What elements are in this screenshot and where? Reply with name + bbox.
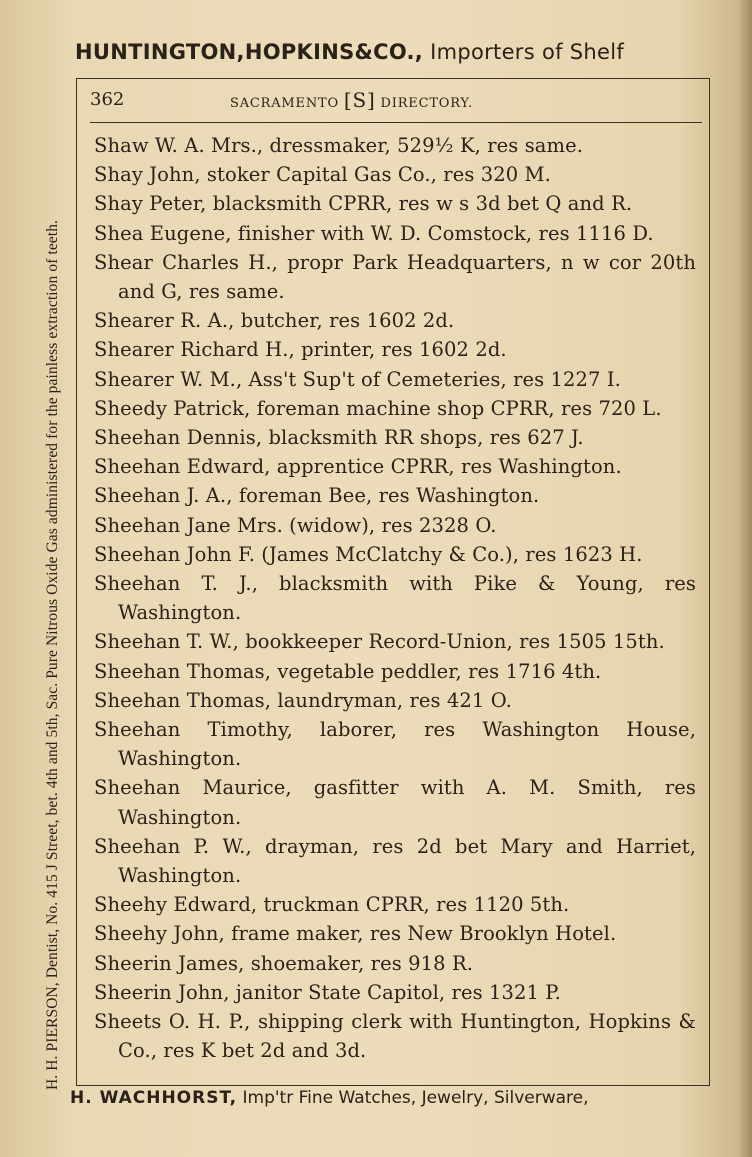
section-bracket-close: ] [366,88,376,112]
side-advertisement: H. H. PIERSON, Dentist, No. 415 J Street, bet. 4th and 5th, Sac. Pure Nitrous Oxide Gas administered for the painless extraction of teeth. [44,219,61,1090]
running-header [90,86,702,118]
banner-tagline: Importers of Shelf [430,40,625,64]
running-title [230,88,473,112]
directory-entries [94,131,696,1066]
footer-name: H. WACHHORST, [70,1088,238,1108]
banner-firm-name: HUNTINGTON,HOPKINS&CO., [75,40,424,64]
directory-entry: Sheehan Edward, apprentice CPRR, res Washington. [94,455,622,479]
page-number: 362 [90,89,125,110]
directory-entry: Shear Charles H., propr Park Headquarters, n w cor 20th and G, res same. [94,250,696,304]
directory-entry: Sheehy John, frame maker, res New Brooklyn Hotel. [94,922,617,946]
directory-entry: Sheehan J. A., foreman Bee, res Washington. [94,484,540,508]
directory-entry: Shearer W. M., Ass't Sup't of Cemeteries, res 1227 I. [94,367,621,391]
directory-entry: Shearer Richard H., printer, res 1602 2d. [94,338,507,362]
directory-entry: Shearer R. A., butcher, res 1602 2d. [94,309,455,333]
directory-entry: Sheehan John F. (James McClatchy & Co.), res 1623 H. [94,542,643,566]
section-letter: S [352,88,367,112]
directory-entry: Sheehan P. W., drayman, res 2d bet Mary and Harriet, Washington. [94,834,696,888]
directory-entry: Sheedy Patrick, foreman machine shop CPRR, res 720 L. [94,396,662,420]
directory-entry: Sheehan Jane Mrs. (widow), res 2328 O. [94,513,497,537]
directory-entry: Sheerin James, shoemaker, res 918 R. [94,951,474,975]
running-title-right: DIRECTORY. [380,96,474,111]
directory-entry: Shay John, stoker Capital Gas Co., res 320 M. [94,163,551,187]
directory-entry: Sheehan T. J., blacksmith with Pike & Young, res Washington. [94,572,696,625]
footer-tagline: Imp'tr Fine Watches, Jewelry, Silverware, [242,1088,589,1108]
directory-entry: Sheehy Edward, truckman CPRR, res 1120 5th. [94,893,570,917]
top-advertisement-banner [75,40,752,76]
section-bracket-open: [ [343,88,353,112]
directory-entry: Shea Eugene, finisher with W. D. Comstock, res 1116 D. [94,221,654,245]
running-title-left: SACRAMENTO [230,96,339,111]
directory-entry: Sheehan Timothy, laborer, res Washington House, Washington. [94,718,696,771]
directory-entry: Shay Peter, blacksmith CPRR, res w s 3d bet Q and R. [94,192,633,216]
directory-entry: Sheehan Maurice, gasfitter with A. M. Smith, res Washington. [94,776,696,829]
directory-entry: Sheerin John, janitor State Capitol, res 1321 P. [94,980,561,1004]
directory-entry: Sheehan Thomas, vegetable peddler, res 1716 4th. [94,659,602,683]
page-edge-shadow [738,0,752,1157]
directory-entry: Sheehan T. W., bookkeeper Record-Union, res 1505 15th. [94,630,665,654]
directory-entry: Sheets O. H. P., shipping clerk with Huntington, Hopkins & Co., res K bet 2d and 3d. [94,1010,696,1063]
directory-entry: Sheehan Thomas, laundryman, res 421 O. [94,688,512,712]
directory-entry: Shaw W. A. Mrs., dressmaker, 529½ K, res same. [94,134,584,157]
header-divider [90,122,702,123]
bottom-advertisement [70,1088,730,1118]
directory-entry: Sheehan Dennis, blacksmith RR shops, res 627 J. [94,426,584,450]
